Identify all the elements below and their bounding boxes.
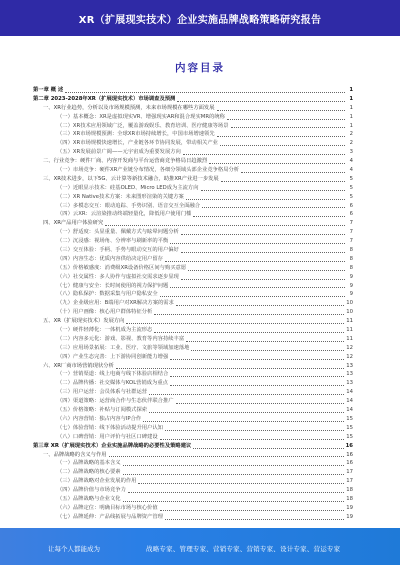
toc-entry-text: （三）用户运营：会员体系与社群运营 — [57, 389, 148, 396]
toc-entry-text: （九）企业级应用：B端用户对XR解决方案的需求 — [57, 300, 174, 307]
toc-entry[interactable] — [33, 477, 353, 486]
toc-entry-text: （二）品牌传播：社交媒体与KOL营销成为重点 — [57, 380, 168, 387]
toc-leader-dots — [220, 145, 345, 146]
toc-leader-dots — [217, 136, 345, 137]
toc-page-number: 7 — [349, 229, 353, 236]
toc-page-number: 5 — [349, 184, 353, 191]
toc-heading: 内容目录 — [175, 62, 225, 74]
toc-entry-text: 一、XR行业趋势，分析以及市场规模预测，未来市场规模在哪些方面发展 — [43, 104, 215, 111]
toc-entry-text: （六）内容营销：独占内容与IP合作 — [57, 415, 142, 422]
toc-entry-text: （十）用户画像：核心用户群体特征分析 — [57, 309, 153, 316]
toc-entry-text: （七）品牌延伸：产品线拓展与品牌资产管理 — [57, 513, 163, 520]
toc-leader-dots — [149, 394, 344, 395]
toc-page-number: 10 — [346, 309, 353, 316]
toc-entry[interactable] — [33, 246, 353, 255]
toc-page-number: 12 — [346, 344, 353, 351]
toc-page-number: 14 — [346, 407, 353, 414]
toc-page-number: 4 — [349, 158, 353, 165]
toc-page-number: 2 — [349, 131, 353, 138]
toc-entry[interactable] — [33, 122, 353, 131]
toc-entry[interactable] — [33, 193, 353, 202]
toc-page-number: 17 — [346, 469, 353, 476]
toc-leader-dots — [177, 101, 345, 102]
toc-entry-text: 五、XR（扩展现实技术）发展方向 — [43, 318, 125, 325]
toc-leader-dots — [188, 270, 345, 271]
toc-entry[interactable] — [33, 228, 353, 237]
toc-entry[interactable] — [33, 290, 353, 299]
toc-leader-dots — [183, 154, 345, 155]
toc-leader-dots — [126, 323, 344, 324]
toc-page-number: 7 — [349, 238, 353, 245]
toc-leader-dots — [201, 190, 345, 191]
toc-entry[interactable] — [33, 495, 353, 504]
toc-leader-dots — [217, 110, 345, 111]
toc-page-number: 16 — [346, 451, 353, 458]
toc-leader-dots — [160, 510, 345, 511]
toc-entry-text: 三、XR技术进步，以下5G、云计算等新技术融合，助推XR产业进一步发展 — [43, 175, 219, 182]
toc-entry[interactable] — [33, 486, 353, 495]
toc-entry[interactable] — [33, 433, 353, 442]
toc-page-number: 6 — [349, 202, 353, 209]
toc-page-number: 16 — [345, 442, 353, 449]
toc-entry-text: （一）硬件轻薄化：一体机成为主流形态 — [57, 327, 153, 334]
toc-entry[interactable] — [33, 166, 353, 175]
toc-leader-dots — [209, 163, 345, 164]
toc-entry-text: （一）品牌战略的基本含义 — [57, 460, 121, 467]
toc-entry-text: （四）内容生态：优质内容供给决定用户留存 — [57, 255, 163, 262]
toc-entry[interactable] — [33, 415, 353, 424]
toc-entry-text: 第一章 概 述 — [33, 86, 64, 93]
toc-page-number: 11 — [346, 335, 353, 342]
toc-entry[interactable] — [33, 184, 353, 193]
toc-entry[interactable] — [33, 513, 353, 522]
toc-leader-dots — [193, 216, 345, 217]
toc-page-number: 4 — [349, 167, 353, 173]
toc-entry-text: （三）多模态交互：眼动追踪、手势识别、语音交互全面融合 — [57, 202, 201, 209]
toc-page-number: 9 — [349, 273, 353, 280]
report-title: XR（扩展现实技术）企业实施品牌战略策略研究报告 — [78, 15, 322, 26]
toc-entry[interactable] — [33, 308, 353, 317]
toc-entry[interactable] — [33, 113, 353, 122]
toc-entry-text: （三）XR市场规模预测：全球XR市场持续增长，中国市场增速领先 — [57, 131, 215, 138]
toc-entry-text: （五）价格策略：补贴与订阅模式探索 — [57, 407, 148, 414]
toc-entry-text: （一）基本概念：XR是虚拟现实VR、增强现实AR和混合现实MR的统称 — [57, 113, 225, 120]
toc-entry-text: 二、行业竞争：硬件厂商、内容开发商与平台运营商竞争格局日趋激烈 — [43, 158, 208, 165]
footer-expert-list: 战略专家、管理专家、营销专家、营销专家、设计专家、营运专家 — [146, 545, 341, 553]
toc-page-number: 13 — [346, 362, 353, 369]
toc-entry[interactable] — [33, 504, 353, 513]
toc-entry[interactable] — [33, 175, 353, 184]
toc-page-number: 12 — [346, 353, 353, 360]
toc-page-number: 13 — [346, 380, 353, 387]
toc-entry-text: （三）应用场景拓展：工业、医疗、文旅等领域加速落地 — [57, 344, 190, 351]
toc-entry[interactable] — [33, 237, 353, 246]
toc-leader-dots — [109, 456, 345, 457]
toc-page-number: 8 — [349, 255, 353, 262]
toc-leader-dots — [186, 199, 345, 200]
toc-entry-text: （一）市场竞争：硬件XR产业链分布情况，各细分领域头部企业竞争格局分析 — [57, 167, 240, 173]
toc-page-number: 18 — [346, 487, 353, 494]
toc-entry[interactable] — [33, 344, 353, 353]
toc-leader-dots — [116, 368, 344, 369]
toc-entry[interactable] — [33, 299, 353, 308]
toc-page-number: 10 — [346, 300, 353, 307]
toc-leader-dots — [181, 279, 345, 280]
toc-leader-dots — [170, 359, 344, 360]
toc-leader-dots — [241, 172, 345, 173]
toc-leader-dots — [143, 421, 344, 422]
toc-entry[interactable] — [33, 210, 353, 219]
toc-page-number: 2 — [349, 140, 353, 147]
toc-page-number: 1 — [349, 95, 353, 102]
toc-entry-text: 第三章 XR（扩展现实技术）企业实施品牌战略的必要性及策略建议 — [33, 442, 192, 449]
toc-entry-text: （五）XR发展前景广阔——元宇宙成为重要发展方向 — [57, 149, 181, 156]
toc-leader-dots — [160, 296, 345, 297]
toc-entry[interactable] — [33, 406, 353, 415]
toc-entry[interactable] — [33, 442, 353, 451]
table-of-contents — [33, 86, 353, 522]
toc-leader-dots — [170, 385, 344, 386]
toc-entry[interactable] — [33, 388, 353, 397]
toc-entry[interactable] — [33, 148, 353, 157]
toc-page-number: 5 — [349, 175, 353, 182]
toc-leader-dots — [202, 207, 345, 208]
toc-entry-text: （三）交互体验：手柄、手势与眼动交互的用户偏好 — [57, 247, 179, 254]
toc-entry-text: （四）XR市场规模快速增长，产业链各环节协同发展，带动相关产业 — [57, 140, 218, 147]
toc-leader-dots — [186, 341, 344, 342]
toc-leader-dots — [123, 501, 345, 502]
toc-entry-text: （二）XR Native技术方案：未来图形渲染的关键方案 — [57, 193, 184, 200]
toc-leader-dots — [165, 430, 344, 431]
toc-entry-text: （二）品牌战略的核心要素 — [57, 469, 121, 476]
toc-entry-text: （七）体验营销：线下体验活动提升用户认知 — [57, 424, 163, 431]
toc-entry-text: （八）隐私保护：数据采集与用户隐私安全 — [57, 291, 158, 298]
toc-leader-dots — [65, 92, 345, 93]
toc-page-number: 11 — [346, 318, 353, 325]
toc-entry-text: （五）价格敏感度：消费级XR设备价格区间与购买意愿 — [57, 264, 187, 271]
toc-entry[interactable] — [33, 451, 353, 460]
toc-page-number: 7 — [349, 220, 353, 227]
toc-entry-text: 第二章 2023-2028年XR（扩展现实技术）市场调查及预测 — [33, 95, 176, 102]
toc-leader-dots — [191, 350, 344, 351]
toc-page-number: 14 — [346, 389, 353, 396]
header-banner — [0, 0, 400, 36]
toc-leader-dots — [105, 225, 345, 226]
toc-entry-text: 一、品牌战略的含义与作用 — [43, 451, 107, 458]
toc-leader-dots — [149, 412, 344, 413]
toc-page-number: 3 — [349, 149, 353, 156]
toc-entry-text: （四）渠道策略：运营商合作与生态伙伴联合推广 — [57, 398, 174, 405]
toc-page-number: 18 — [346, 495, 353, 502]
toc-page-number: 5 — [349, 193, 353, 200]
toc-entry-text: 四、XR产品用户体验研究 — [43, 220, 104, 227]
toc-page-number: 9 — [349, 282, 353, 289]
toc-entry-text: （六）社交属性：多人协作与虚拟社交需求逐步显现 — [57, 273, 179, 280]
toc-leader-dots — [138, 483, 344, 484]
toc-leader-dots — [123, 465, 345, 466]
footer-banner — [0, 528, 400, 565]
toc-page-number: 9 — [349, 291, 353, 298]
toc-leader-dots — [154, 314, 344, 315]
toc-page-number: 15 — [346, 415, 353, 422]
toc-leader-dots — [221, 181, 345, 182]
toc-entry[interactable] — [33, 353, 353, 362]
toc-page-number: 11 — [346, 327, 353, 334]
toc-leader-dots — [128, 492, 344, 493]
toc-entry[interactable] — [33, 157, 353, 166]
toc-leader-dots — [160, 439, 345, 440]
toc-entry[interactable] — [33, 202, 353, 211]
toc-entry-text: （八）口碑营销：用户评价与社区口碑建设 — [57, 433, 158, 440]
toc-page-number: 8 — [349, 247, 353, 254]
toc-entry[interactable] — [33, 317, 353, 326]
toc-entry[interactable] — [33, 95, 353, 104]
toc-page-number: 19 — [346, 513, 353, 520]
toc-entry-text: （二）沉浸感：视场角、分辨率与刷新率的平衡 — [57, 238, 169, 245]
toc-entry[interactable] — [33, 459, 353, 468]
toc-page-number: 17 — [346, 478, 353, 485]
toc-entry[interactable] — [33, 335, 353, 344]
toc-entry-text: （一）营销渠道：线上电商与线下体验店相结合 — [57, 371, 169, 378]
toc-entry[interactable] — [33, 326, 353, 335]
toc-leader-dots — [170, 376, 344, 377]
toc-page-number: 15 — [346, 424, 353, 431]
toc-leader-dots — [193, 448, 343, 449]
toc-page-number: 14 — [346, 398, 353, 405]
toc-page-number: 6 — [349, 211, 353, 218]
toc-entry[interactable] — [33, 424, 353, 433]
toc-entry[interactable] — [33, 371, 353, 380]
toc-page-number: 1 — [349, 104, 353, 111]
footer-slogan: 让每个人都能成为 — [48, 545, 100, 553]
toc-entry[interactable] — [33, 468, 353, 477]
toc-leader-dots — [123, 474, 345, 475]
toc-page-number: 1 — [349, 113, 353, 120]
toc-leader-dots — [181, 234, 345, 235]
toc-page-number: 16 — [346, 460, 353, 467]
toc-entry[interactable] — [33, 104, 353, 113]
toc-leader-dots — [154, 332, 344, 333]
toc-entry-text: （三）品牌战略对企业发展的作用 — [57, 478, 137, 485]
toc-leader-dots — [181, 252, 345, 253]
toc-leader-dots — [170, 287, 345, 288]
toc-entry-text: （六）品牌定位：明确目标市场与核心价值 — [57, 504, 158, 511]
toc-entry-text: （四）品牌价值与市场竞争力 — [57, 487, 126, 494]
toc-entry[interactable] — [33, 255, 353, 264]
toc-leader-dots — [170, 243, 345, 244]
toc-page-number: 19 — [346, 504, 353, 511]
toc-entry[interactable] — [33, 86, 353, 95]
toc-entry-text: 六、XR厂商市场营销现状分析 — [43, 362, 114, 369]
toc-entry-text: （一）近眼显示技术：硅基OLED、Micro LED成为主流方向 — [57, 184, 199, 191]
toc-leader-dots — [176, 305, 344, 306]
toc-entry-text: （二）XR技术应用领域广泛，覆盖游戏娱乐、教育培训、医疗健康等场景 — [57, 122, 229, 129]
toc-entry-text: （一）舒适度：头显重量、佩戴方式与眩晕问题分析 — [57, 229, 179, 236]
toc-leader-dots — [165, 261, 345, 262]
toc-entry[interactable] — [33, 130, 353, 139]
toc-entry[interactable] — [33, 379, 353, 388]
toc-entry[interactable] — [33, 282, 353, 291]
toc-entry-text: （四）产业生态完善：上下游协同创新能力增强 — [57, 353, 169, 360]
toc-entry[interactable] — [33, 264, 353, 273]
toc-entry-text: （七）健康与安全：长时间使用的视力保护问题 — [57, 282, 169, 289]
toc-entry[interactable] — [33, 397, 353, 406]
toc-entry[interactable] — [33, 219, 353, 228]
toc-leader-dots — [165, 519, 344, 520]
toc-entry[interactable] — [33, 139, 353, 148]
toc-leader-dots — [231, 127, 345, 128]
toc-entry-text: （五）品牌战略与企业文化 — [57, 495, 121, 502]
toc-leader-dots — [176, 403, 345, 404]
toc-leader-dots — [227, 119, 345, 120]
toc-entry-text: （四）云XR：云渲染推动终端轻量化，降低用户使用门槛 — [57, 211, 192, 218]
toc-entry[interactable] — [33, 362, 353, 371]
toc-page-number: 8 — [349, 264, 353, 271]
toc-page-number: 1 — [349, 122, 353, 129]
toc-page-number: 15 — [346, 433, 353, 440]
toc-entry[interactable] — [33, 273, 353, 282]
toc-page-number: 1 — [349, 86, 353, 93]
toc-page-number: 13 — [346, 371, 353, 378]
toc-entry-text: （二）内容多元化：游戏、影视、教育等内容持续丰富 — [57, 335, 185, 342]
